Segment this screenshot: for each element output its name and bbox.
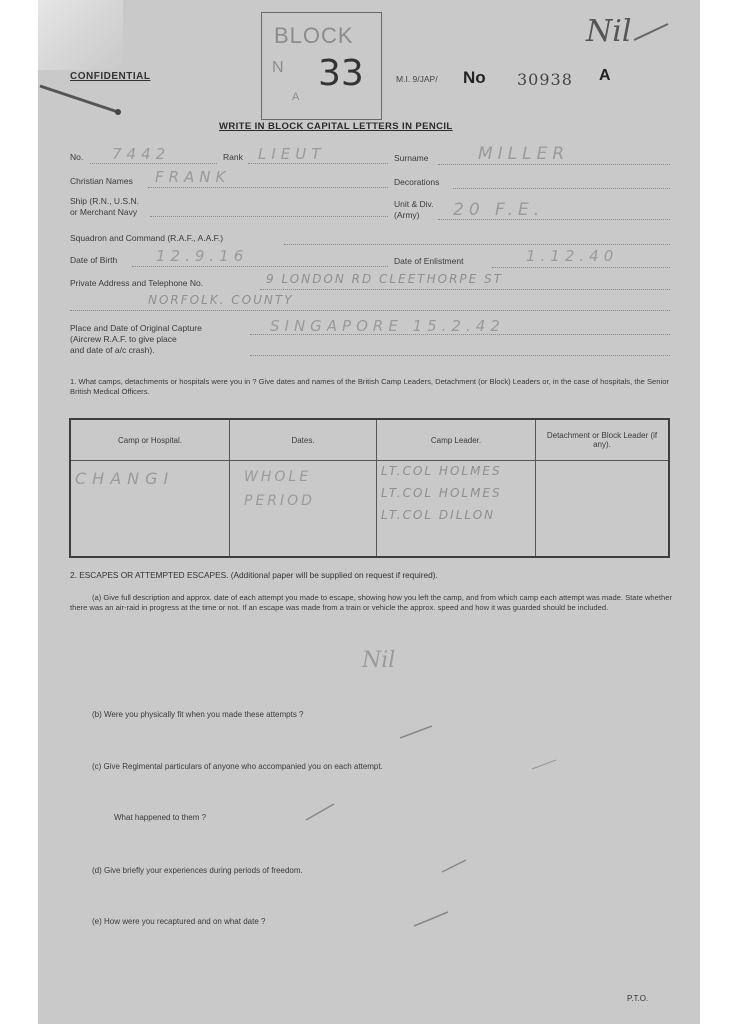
paper-clip-mark: [38, 78, 128, 118]
question-2d-text: (d) Give briefly your experiences during periods of freedom.: [92, 866, 303, 875]
address-line-2: [70, 310, 670, 311]
question-2a-text: (a) Give full description and approx. date of each attempt you made to escape, showing how you left the camp, and from which camp each attempt was made. State whether there was an air-raid in progress at the time or not. If an escape was made from a train or vehicle the approx. speed and how it was guarded should be included.: [70, 593, 672, 612]
christian-names-value: FRANK: [155, 168, 231, 186]
capture-label-1: Place and Date of Original Capture: [70, 323, 202, 333]
ship-line: [150, 216, 388, 217]
capture-label-3: and date of a/c crash).: [70, 345, 155, 355]
question-2c-text: (c) Give Regimental particulars of anyone who accompanied you on each attempt.: [92, 762, 383, 771]
ship-label-line2: or Merchant Navy: [70, 207, 138, 217]
question-1-text: 1. What camps, detachments or hospitals were you in ? Give dates and names of the British Camp Leaders, Detachment (or Block) Leaders or, in the case of hospitals, the Senior British Medical Officers.: [70, 377, 669, 396]
address-line-1: [260, 289, 670, 290]
folded-corner: [38, 0, 123, 70]
capture-value: SINGAPORE 15.2.42: [270, 317, 505, 335]
question-2c-followup: What happened to them ?: [114, 813, 207, 822]
question-2e-text: (e) How were you recaptured and on what date ?: [92, 917, 266, 926]
col-header-camp: Camp or Hospital.: [70, 419, 230, 461]
col-header-dates: Dates.: [230, 419, 377, 461]
col-header-camp-leader: Camp Leader.: [377, 419, 536, 461]
address-value-2: NORFOLK. COUNTY: [148, 293, 294, 307]
nil-stroke: [632, 20, 672, 44]
confidential-label: CONFIDENTIAL: [70, 71, 151, 82]
unit-label-line1: Unit & Div.: [394, 199, 434, 209]
rank-label: Rank: [223, 152, 243, 162]
instruction-heading: WRITE IN BLOCK CAPITAL LETTERS IN PENCIL: [219, 121, 453, 132]
dob-label: Date of Birth: [70, 255, 118, 265]
no-symbol: No: [463, 68, 486, 87]
stamp-number: 33: [318, 53, 364, 94]
capture-line-2: [250, 355, 670, 356]
pto-label: P.T.O.: [627, 994, 649, 1003]
stamp-a-text: A: [292, 91, 300, 103]
rank-line: [248, 163, 388, 164]
enlistment-line: [492, 267, 670, 268]
unit-label-line2: (Army): [394, 210, 420, 220]
christian-names-label: Christian Names: [70, 176, 133, 186]
unit-value: 20 F.E.: [453, 200, 545, 220]
capture-label-2: (Aircrew R.A.F. to give place: [70, 334, 177, 344]
address-value-1: 9 LONDON RD CLEETHORPE ST: [266, 272, 504, 286]
serial-number: 30938: [517, 70, 573, 89]
nil-annotation-top: Nil: [586, 14, 632, 49]
ship-label-line1: Ship (R.N., U.S.N.: [70, 196, 139, 206]
question-2b-text: (b) Were you physically fit when you made these attempts ?: [92, 710, 304, 719]
dob-line: [132, 266, 388, 267]
cell-camp: [70, 461, 230, 558]
no-line: [90, 163, 217, 164]
dash-mark-c2: [304, 800, 338, 824]
enlistment-label: Date of Enlistment: [394, 256, 464, 266]
squadron-label: Squadron and Command (R.A.F., A.A.F.): [70, 233, 224, 243]
question-2-title: 2. ESCAPES OR ATTEMPTED ESCAPES. (Additional paper will be supplied on request if required).: [70, 570, 438, 580]
dash-mark-b: [398, 722, 438, 742]
dob-value: 12.9.16: [156, 247, 249, 265]
rank-value: LIEUT: [258, 145, 326, 163]
camp-table: [69, 418, 670, 558]
enlistment-value: 1.12.40: [526, 247, 619, 265]
dates-value-1: WHOLE: [244, 469, 312, 485]
col-header-detachment: Detachment or Block Leader (if any).: [536, 419, 670, 461]
no-label: No.: [70, 152, 84, 162]
surname-label: Surname: [394, 153, 429, 163]
decorations-line: [453, 188, 670, 189]
camp-value: CHANGI: [75, 469, 175, 488]
stamp-block-text: BLOCK: [274, 23, 354, 48]
christian-line: [148, 187, 388, 188]
squadron-line: [284, 244, 670, 245]
ref-code: M.I. 9/JAP/: [396, 74, 438, 84]
leader-value-3: LT.COL DILLON: [381, 508, 496, 522]
table-row: [70, 461, 669, 558]
address-label: Private Address and Telephone No.: [70, 278, 204, 288]
block-stamp: [261, 12, 382, 120]
form-page: [38, 0, 700, 1024]
surname-value: MILLER: [478, 144, 570, 164]
dash-mark-c: [530, 756, 560, 772]
leader-value-2: LT.COL HOLMES: [381, 486, 502, 500]
dash-mark-d: [440, 856, 470, 876]
question-2a-answer: Nil: [362, 648, 396, 673]
stamp-n-text: N: [272, 59, 284, 76]
surname-line: [438, 164, 670, 165]
leader-value-1: LT.COL HOLMES: [381, 464, 502, 478]
no-value: 7442: [112, 145, 171, 163]
form-letter: A: [599, 67, 611, 84]
dash-mark-e: [412, 908, 452, 930]
cell-dates: [230, 461, 377, 558]
decorations-label: Decorations: [394, 177, 440, 187]
dates-value-2: PERIOD: [244, 493, 315, 509]
cell-detachment: [536, 461, 670, 558]
cell-camp-leader: [377, 461, 536, 558]
